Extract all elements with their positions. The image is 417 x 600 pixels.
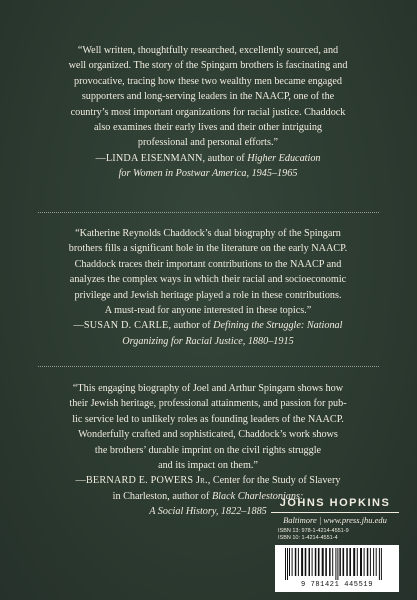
barcode-bar: [370, 548, 371, 576]
barcode-bar: [318, 548, 320, 576]
barcode-bar: [360, 548, 362, 576]
endorsement-eisenmann: [58, 43, 358, 182]
barcode-bar: [373, 548, 374, 576]
publisher-url: www.press.jhu.edu: [323, 515, 387, 525]
barcode-bar: [309, 548, 311, 576]
endorsement-attribution: —SUSAN D. CARLE, author of Defining the Struggle: National Organizing for Racial Justice, 1880–1915: [73, 320, 343, 347]
divider: [38, 366, 379, 367]
barcode-bar: [322, 548, 324, 576]
book-title: for Women in Postwar America, 1945–1965: [118, 168, 298, 180]
barcode-bar: [295, 548, 297, 576]
barcode-bar: [339, 548, 341, 576]
barcode-bar: [335, 548, 336, 580]
isbn-13: ISBN 13: 978-1-4214-4551-9: [278, 528, 349, 534]
book-title: A Social History, 1822–1885: [149, 506, 267, 518]
author-name: —LINDA EISENMANN: [95, 152, 203, 164]
barcode-bar: [349, 548, 351, 576]
barcode-bar: [353, 548, 355, 576]
barcode-bar: [312, 548, 313, 576]
barcode: [275, 545, 399, 592]
barcode-digits: 9 781421 445519: [300, 581, 373, 589]
barcode-bar: [337, 548, 338, 580]
publisher-city: Baltimore: [283, 515, 317, 525]
author-name: —BERNARD E. POWERS Jr.: [75, 475, 208, 487]
barcode-bar: [367, 548, 369, 576]
barcode-bar: [289, 548, 290, 576]
barcode-bar: [292, 548, 293, 576]
endorsement-carle: [58, 226, 358, 349]
barcode-bar: [287, 548, 288, 580]
barcode-bar: [381, 548, 382, 580]
endorsement-attribution: —LINDA EISENMANN, author of Higher Education for Women in Postwar America, 1945–1965: [95, 152, 321, 180]
publisher-name: JOHNS HOPKINS: [279, 497, 391, 509]
barcode-bar: [379, 548, 380, 580]
barcode-bar: [332, 548, 333, 576]
endorsement-quote: “Well written, thoughtfully researched, excellently sourced, and well organized. The story of the Spingarn brothers is fascinating and provocative, tracing how these two wealthy men became engaged supporters and long-serving leaders in the NAACP, one of the country’s most important organizations for racial justice. Chaddock also examines their early lives and their other intriguing professional and personal efforts.”: [68, 45, 348, 149]
isbn-block: [278, 528, 349, 542]
barcode-bar: [343, 548, 345, 576]
book-title: Black Charlestonians:: [211, 490, 304, 502]
author-name: —SUSAN D. CARLE: [73, 320, 169, 332]
publisher-info: Baltimore | www.press.jhu.edu: [271, 512, 399, 525]
publisher-logo: [271, 497, 399, 525]
book-title: Defining the Struggle: National: [213, 320, 343, 332]
barcode-bar: [305, 548, 307, 576]
barcode-bar: [376, 548, 377, 576]
divider: [38, 212, 379, 213]
book-title: Higher Education: [247, 152, 321, 164]
endorsement-attribution: —BERNARD E. POWERS Jr., Center for the Study of Slavery in Charleston, author of Black Charlestonians: A Social History, 1822–1885: [75, 475, 341, 518]
barcode-bar: [346, 548, 348, 576]
barcode-bar: [301, 548, 303, 576]
isbn-10: ISBN 10: 1-4214-4551-4: [278, 535, 338, 541]
barcode-bar: [325, 548, 327, 576]
barcode-bar: [298, 548, 299, 576]
endorsement-quote: “This engaging biography of Joel and Arthur Spingarn shows how their Jewish heritage, professional attainments, and passion for pub- lic service led to unlikely roles as founding leaders of the NAACP. Wonderfully crafted and sophisticated, Chaddock’s work shows the brothers’ durable imprint on the civil rights struggle and its impact on them.”: [69, 383, 347, 472]
barcode-bar: [315, 548, 317, 576]
endorsement-quote: “Katherine Reynolds Chaddock’s dual biography of the Spingarn brothers fills a significant hole in the literature on the early NAACP. Chaddock traces their important contributions to the NAACP and analyzes the complex ways in which their racial and socioeconomic privilege and Jewish heritage played a role in these contributions. A must-read for anyone interested in these topics.”: [68, 228, 348, 317]
barcode-bar: [285, 548, 286, 580]
barcode-bar: [357, 548, 358, 576]
barcode-bar: [364, 548, 365, 576]
barcode-bar: [329, 548, 331, 576]
book-title: Organizing for Racial Justice, 1880–1915: [122, 335, 294, 347]
barcode-bars: [283, 548, 391, 580]
